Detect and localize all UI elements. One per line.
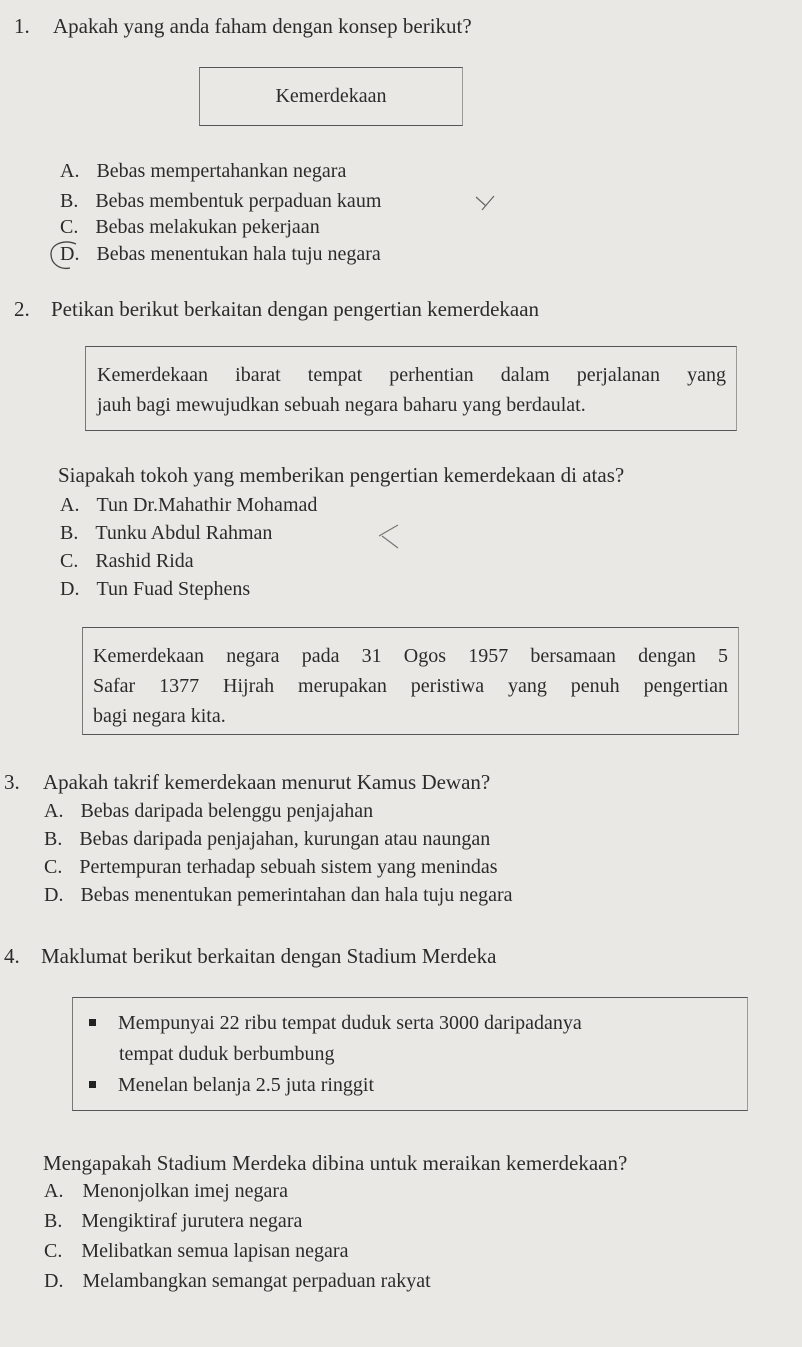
passage-line: Kemerdekaan negara pada 31 Ogos 1957 bersamaan dengan 5 [93,645,728,667]
question-text: Apakah takrif kemerdekaan menurut Kamus Dewan? [43,770,491,794]
circle-mark-icon [46,238,86,274]
bullet-item: Mempunyai 22 ribu tempat duduk serta 3000 daripadanya [89,1008,582,1039]
option-letter: B. [60,190,79,212]
option-text: Pertempuran terhadap sebuah sistem yang menindas [79,856,498,878]
option-d[interactable] [44,884,513,907]
option-c[interactable] [44,856,498,879]
question-4-prompt: Mengapakah Stadium Merdeka dibina untuk meraikan kemerdekaan? [43,1151,628,1175]
question-text: Petikan berikut berkaitan dengan pengertian kemerdekaan [51,297,540,321]
question-1 [14,14,472,39]
option-letter: C. [60,550,79,572]
bullet-icon [89,1019,96,1026]
option-letter: B. [44,1210,63,1232]
option-text: Bebas daripada belenggu penjajahan [80,800,374,822]
question-4 [4,944,496,969]
option-letter: A. [60,494,80,516]
option-text: Melibatkan semua lapisan negara [81,1240,349,1262]
option-letter: C. [44,1240,63,1262]
option-letter: D. [44,1270,64,1292]
cross-mark-icon [376,522,404,552]
question-text: Maklumat berikut berkaitan dengan Stadium Merdeka [41,944,497,968]
question-number: 3. [4,770,20,794]
question-number: 2. [14,297,30,321]
passage-line: Safar 1377 Hijrah merupakan peristiwa yang penuh pengertian [93,675,728,697]
option-letter: A. [60,160,80,182]
option-text: Menonjolkan imej negara [82,1180,288,1202]
option-a[interactable] [44,800,373,823]
option-text: Tunku Abdul Rahman [95,522,273,544]
option-text: Tun Fuad Stephens [96,578,251,600]
option-letter: A. [44,800,64,822]
quote-box [85,346,737,431]
option-c[interactable] [44,1240,348,1263]
option-text: Bebas melakukan pekerjaan [95,216,320,238]
passage-line: bagi negara kita. [93,705,226,727]
question-text: Apakah yang anda faham dengan konsep berikut? [53,14,472,38]
option-letter: D. [44,884,64,906]
quote-line: Kemerdekaan ibarat tempat perhentian dalam perjalanan yang [97,364,726,386]
bullet-icon [89,1081,96,1088]
question-2 [14,297,539,322]
concept-box [199,67,463,126]
question-number: 1. [14,14,30,38]
option-text: Bebas menentukan pemerintahan dan hala tuju negara [80,884,513,906]
option-letter: C. [44,856,63,878]
option-text: Bebas daripada penjajahan, kurungan atau naungan [79,828,491,850]
option-c[interactable] [60,550,194,573]
option-text: Bebas menentukan hala tuju negara [96,243,381,265]
option-d[interactable] [44,1270,431,1293]
option-d[interactable] [60,578,250,601]
option-text: Tun Dr.Mahathir Mohamad [96,494,318,516]
info-box [72,997,748,1111]
option-letter: D. [60,578,80,600]
option-text: Mengiktiraf jurutera negara [81,1210,303,1232]
option-letter: D. [60,243,80,265]
question-3 [4,770,490,795]
option-letter: A. [44,1180,64,1202]
option-b[interactable] [44,1210,302,1233]
option-b[interactable] [60,522,272,545]
option-b[interactable] [44,828,490,851]
option-c[interactable] [60,216,320,239]
option-text: Melambangkan semangat perpaduan rakyat [82,1270,431,1292]
option-a[interactable] [60,494,317,517]
passage-box [82,627,739,735]
question-2-prompt: Siapakah tokoh yang memberikan pengertian kemerdekaan di atas? [58,463,625,487]
option-text: Rashid Rida [95,550,194,572]
option-letter: B. [44,828,63,850]
bullet-item: Menelan belanja 2.5 juta ringgit [89,1070,582,1101]
option-a[interactable] [44,1180,288,1203]
option-b[interactable] [60,190,381,213]
quote-line: jauh bagi mewujudkan sebuah negara baharu yang berdaulat. [97,394,586,416]
option-a[interactable] [60,160,346,183]
option-letter: C. [60,216,79,238]
option-text: Bebas mempertahankan negara [96,160,347,182]
option-letter: B. [60,522,79,544]
question-number: 4. [4,944,20,968]
cross-mark-icon [474,194,496,212]
option-d[interactable] [60,243,381,266]
concept-text: Kemerdekaan [275,85,387,107]
bullet-continuation: tempat duduk berbumbung [119,1043,335,1065]
option-text: Bebas membentuk perpaduan kaum [95,190,382,212]
